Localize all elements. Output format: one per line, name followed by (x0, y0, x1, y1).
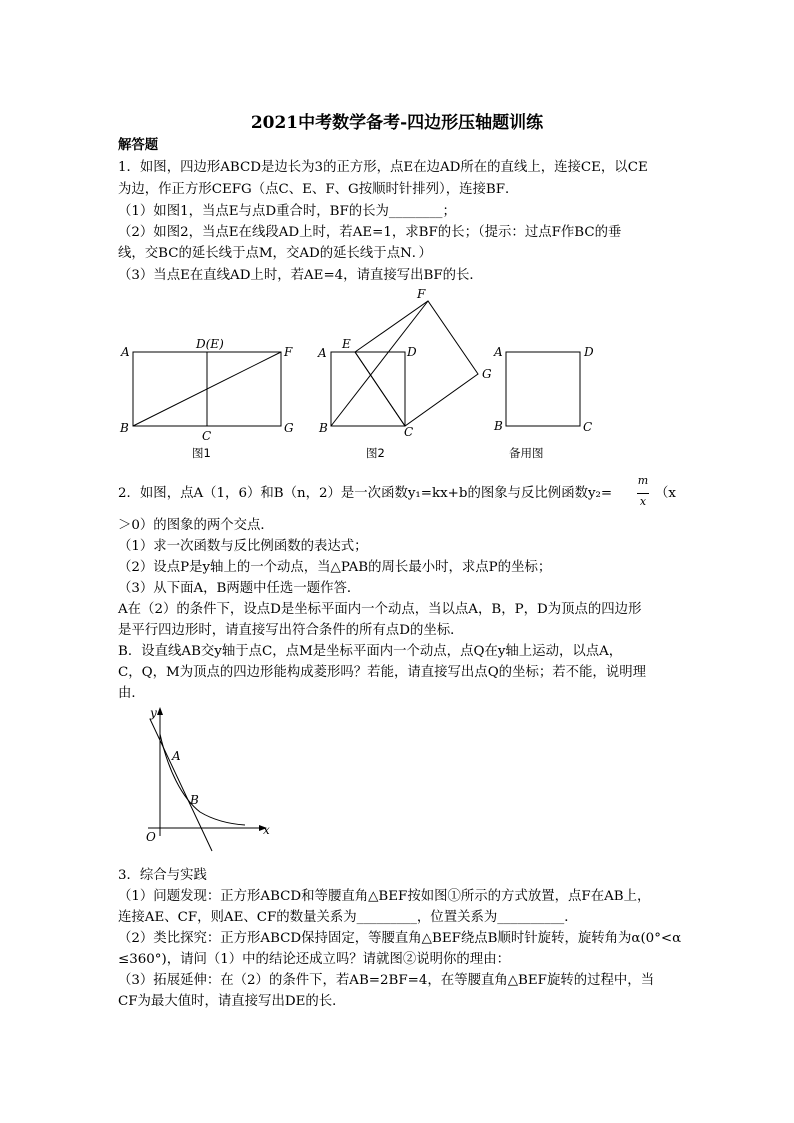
graph-y-arrow (157, 707, 163, 715)
problem2-option-a: A在（2）的条件下，设点D是坐标平面内一个动点，当以点A，B，P，D为顶点的四边形 (118, 602, 642, 617)
problem2-line: 2．如图，点A（1，6）和B（n，2）是一次函数y₁=kx+b的图象与反比例函数y₂= (118, 486, 613, 501)
fraction-denominator: x (639, 495, 647, 508)
graph-line-y1 (150, 719, 212, 851)
graph-label-b: B (190, 793, 199, 807)
graph-label-o: O (146, 830, 156, 844)
fig2-label-a: A (318, 346, 327, 360)
problem1-line: 1．如图，四边形ABCD是边长为3的正方形，点E在边AD所在的直线上，连接CE，以CE (118, 160, 648, 175)
spare-label-c: C (583, 420, 593, 434)
problem1-part3: （3）当点E在直线AD上时，若AE=4，请直接写出BF的长． (118, 268, 483, 283)
problem3-heading: 3．综合与实践 (118, 868, 207, 883)
section-heading: 解答题 (118, 137, 159, 153)
spare-square (506, 352, 580, 426)
fig2-square-cefg (355, 301, 478, 426)
fig2-label-b: B (319, 421, 328, 435)
fig1-label-de: D(E) (196, 337, 224, 351)
problem2-option-b-cont: 由． (118, 686, 145, 701)
graph-label-y: y (150, 706, 157, 720)
problem2-option-b: B．设直线AB交y轴于点C，点M是坐标平面内一个动点，点Q在y轴上运动，以点A， (118, 644, 623, 659)
fig2-square-abcd (331, 352, 405, 426)
problem2-option-a-cont: 是平行四边形时，请直接写出符合条件的所有点D的坐标． (118, 623, 464, 638)
fig2-label-c: C (404, 425, 414, 439)
fig2-segment-bf (331, 301, 428, 426)
problem3-part1-cont: 连接AE、CF，则AE、CF的数量关系为_________，位置关系为__________． (118, 910, 578, 925)
fig1-label-b: B (120, 421, 129, 435)
problem3-part3: （3）拓展延伸：在（2）的条件下，若AB=2BF=4，在等腰直角△BEF旋转的过程中，当 (118, 973, 655, 988)
figure-spare (506, 352, 580, 426)
fig1-label-a: A (121, 345, 130, 359)
problem2-line: ＞0）的图象的两个交点． (118, 518, 274, 533)
graph-label-a: A (172, 749, 181, 763)
problem2-option-b-cont: C，Q，M为顶点的四边形能构成菱形吗？若能，请直接写出点Q的坐标；若不能，说明理 (118, 665, 646, 680)
spare-caption: 备用图 (509, 446, 544, 460)
fig1-caption: 图1 (192, 446, 211, 460)
problem3-part2-cont: ≤360°)，请问（1）中的结论还成立吗？请就图②说明你的理由： (118, 952, 510, 967)
fig1-label-c: C (202, 429, 212, 443)
figure-2 (331, 301, 478, 426)
graph-label-x: x (263, 823, 270, 837)
problem3-part3-cont: CF为最大值时，请直接写出DE的长． (118, 994, 346, 1009)
problem3-part2: （2）类比探究：正方形ABCD保持固定，等腰直角△BEF绕点B顺时针旋转，旋转角为α(0°<α (118, 931, 682, 946)
fig1-label-g: G (284, 421, 294, 435)
spare-label-b: B (494, 419, 503, 433)
problem2-part1: （1）求一次函数与反比例函数的表达式； (118, 539, 368, 554)
fig2-label-g: G (482, 367, 492, 381)
problem2-part3: （3）从下面A，B两题中任选一题作答． (118, 581, 361, 596)
spare-label-d: D (584, 345, 594, 359)
problem1-part2-cont: 线，交BC的延长线于点M，交AD的延长线于点N．） (118, 246, 432, 261)
problem1-part2: （2）如图2，当点E在线段AD上时，若AE=1，求BF的长；（提示：过点F作BC的垂 (118, 225, 622, 240)
document-title: 2021中考数学备考-四边形压轴题训练 (250, 113, 544, 133)
problem1-part1: （1）如图1，当点E与点D重合时，BF的长为________； (118, 204, 456, 219)
problem2-graph (148, 707, 267, 851)
problem2-part2: （2）设点P是y轴上的一个动点，当△PAB的周长最小时，求点P的坐标； (118, 560, 552, 575)
figure-1 (133, 352, 281, 426)
fig2-label-f: F (417, 287, 426, 301)
fig2-caption: 图2 (366, 446, 385, 460)
problem1-line: 为边，作正方形CEFG（点C、E、F、G按顺时针排列），连接BF． (118, 182, 519, 197)
fraction-numerator: m (637, 474, 649, 487)
fig1-label-f: F (284, 345, 293, 359)
fraction-bar (637, 493, 649, 494)
problem3-part1: （1）问题发现：正方形ABCD和等腰直角△BEF按如图①所示的方式放置，点F在AB上， (118, 889, 651, 904)
problem2-line-tail: （x (655, 486, 676, 501)
graph-hyperbola-y2 (160, 734, 245, 825)
fig2-label-d: D (407, 345, 417, 359)
fig2-label-e: E (342, 337, 351, 351)
spare-label-a: A (494, 345, 503, 359)
